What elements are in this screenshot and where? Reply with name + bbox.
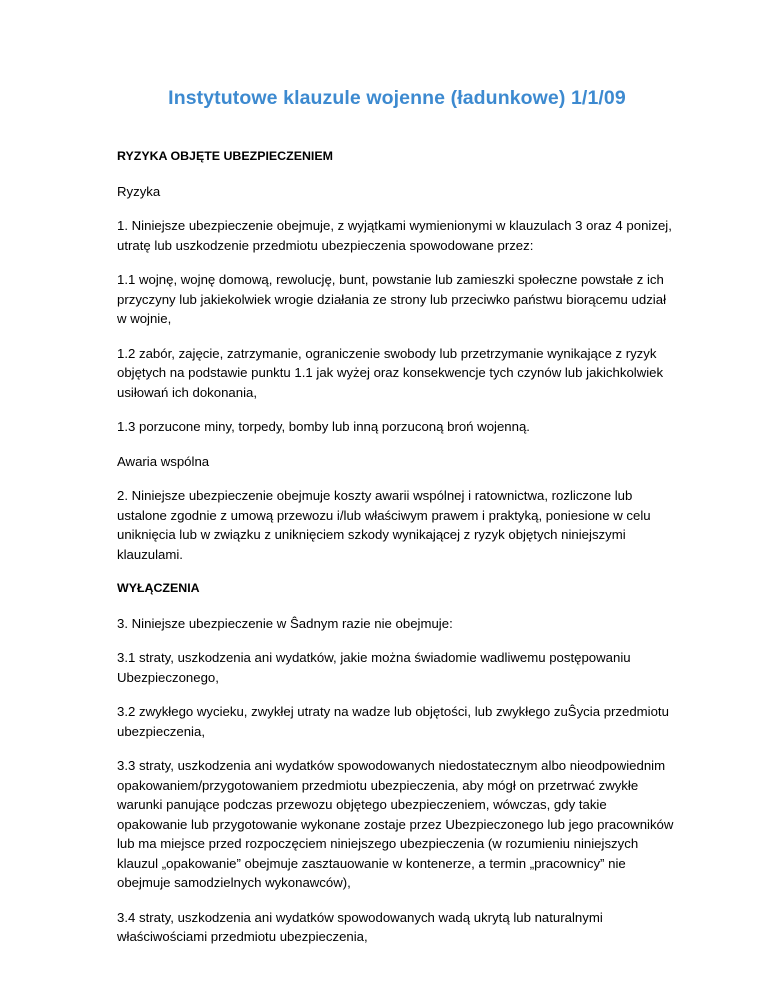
clause-3-3: 3.3 straty, uszkodzenia ani wydatków spowodowanych niedostatecznym albo nieodpowiednim opakowaniem/przygotowaniem przedmiotu ubezpieczenia, aby mógł on przetrwać zwykłe warunki panujące podczas przewozu objętego ubezpieczeniem, wówczas, gdy takie opakowanie lub przygotowanie wykonane zostaje przez Ubezpieczonego lub jego pracowników lub ma miejsce przed rozpoczęciem niniejszego ubezpieczenia (w rozumieniu niniejszych klauzul „opakowanie” obejmuje zasztauowanie w kontenerze, a termin „pracownicy” nie obejmuje samodzielnych wykonawców),	[117, 758, 674, 890]
document-page	[117, 86, 677, 962]
clause-1: 1. Niniejsze ubezpieczenie obejmuje, z wyjątkami wymienionymi w klauzulach 3 oraz 4 ponizej, utratę lub uszkodzenie przedmiotu ubezpieczenia spowodowane przez:	[117, 218, 672, 253]
section-heading-covered-risks: RYZYKA OBJĘTE UBEZPIECZENIEM	[117, 149, 333, 163]
clause-3: 3. Niniejsze ubezpieczenie w Ŝadnym razie nie obejmuje:	[117, 615, 453, 631]
clause-3-4: 3.4 straty, uszkodzenia ani wydatków spowodowanych wadą ukrytą lub naturalnymi właściwościami przedmiotu ubezpieczenia,	[117, 909, 603, 944]
clause-3-2: 3.2 zwykłego wycieku, zwykłej utraty na wadze lub objętości, lub zwykłego zuŜycia przedmiotu ubezpieczenia,	[117, 704, 669, 739]
clause-1-2: 1.2 zabór, zajęcie, zatrzymanie, ograniczenie swobody lub przetrzymanie wynikające z ryzyk objętych na podstawie punktu 1.1 jak wyżej oraz konsekwencje tych czynów lub jakichkolwiek usiłowań ich dokonania,	[117, 345, 664, 400]
document-title: Instytutowe klauzule wojenne (ładunkowe) 1/1/09	[168, 87, 626, 109]
clause-1-1: 1.1 wojnę, wojnę domową, rewolucję, bunt, powstanie lub zamieszki społeczne powstałe z ich przyczyny lub jakiekolwiek wrogie działania ze strony lub przeciwko państwu biorącemu udział w wojnie,	[117, 272, 667, 326]
section-heading-exclusions: WYŁĄCZENIA	[117, 581, 200, 595]
clause-1-3: 1.3 porzucone miny, torpedy, bomby lub inną porzuconą broń wojenną.	[117, 419, 530, 434]
clause-2: 2. Niniejsze ubezpieczenie obejmuje koszty awarii wspólnej i ratownictwa, rozliczone lub ustalone zgodnie z umową przewozu i/lub właściwym prawem i praktyką, poniesione w celu uniknięcia lub w związku z uniknięciem szkody wynikającej z ryzyk objętych niniejszymi klauzulami.	[117, 488, 651, 562]
clause-3-1: 3.1 straty, uszkodzenia ani wydatków, jakie można świadomie wadliwemu postępowaniu Ubezpieczonego,	[117, 650, 631, 685]
subheading-general-average: Awaria wspólna	[117, 453, 210, 469]
subheading-risks: Ryzyka	[117, 183, 161, 199]
